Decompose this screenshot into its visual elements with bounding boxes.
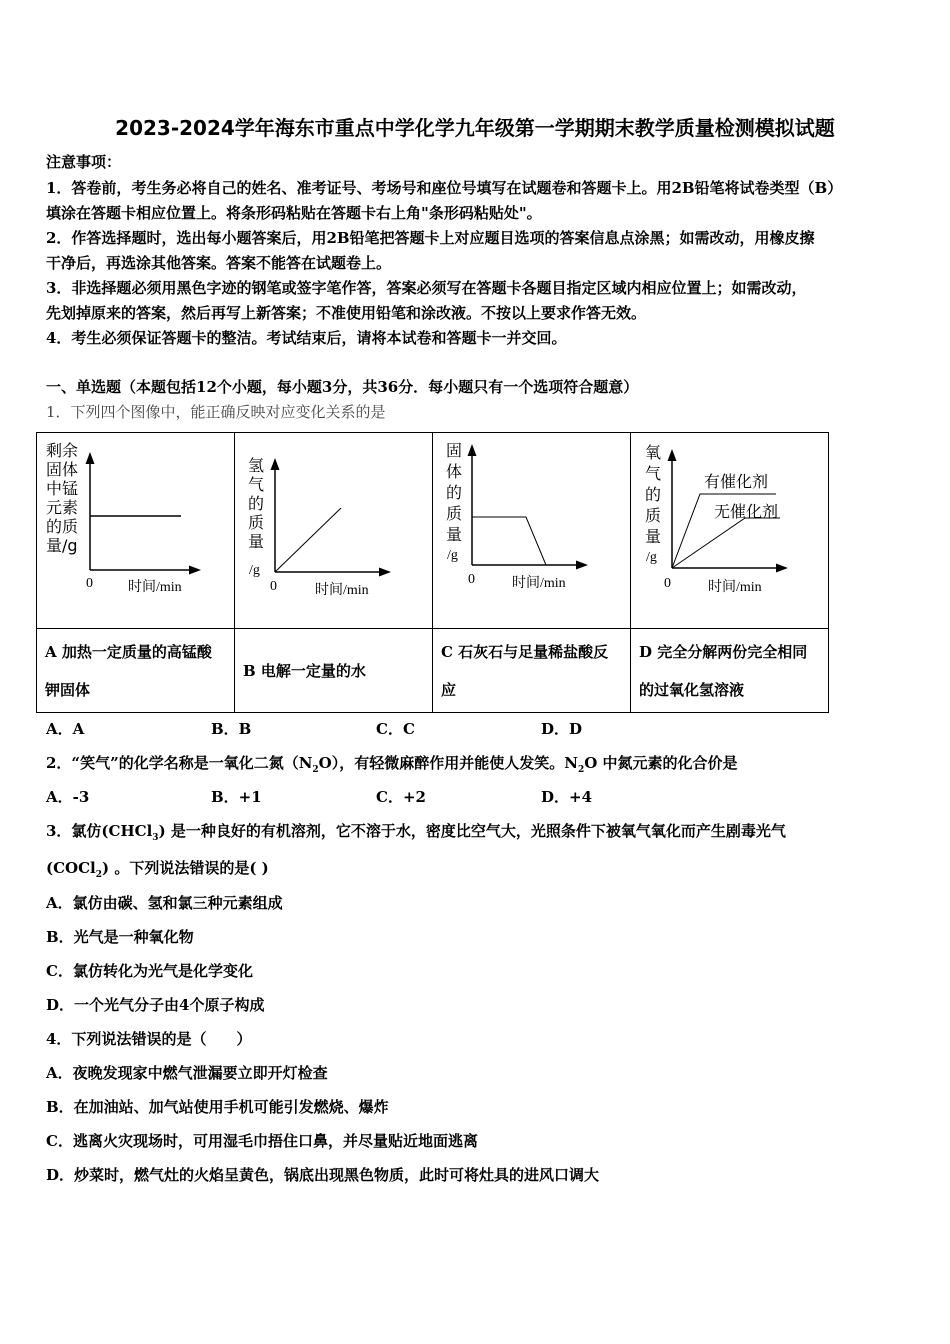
graph-c-caption: C 石灰石与足量稀盐酸反应 — [441, 642, 609, 699]
graph-a-origin: 0 — [86, 576, 93, 591]
graph-d-ylabel: 氧气的质量 — [645, 443, 662, 546]
graph-d-caption: D 完全分解两份完全相同的过氧化氢溶液 — [639, 642, 808, 699]
page-title: 2023-2024学年海东市重点中学化学九年级第一学期期末教学质量检测模拟试题 — [115, 116, 835, 140]
note-line: 4．考生必须保证答题卡的整洁。考试结束后，请将本试卷和答题卡一并交回。 — [46, 329, 567, 347]
q2-option-b[interactable]: B．+1 — [211, 788, 262, 806]
q4-option-d[interactable]: D．炒菜时，燃气灶的火焰呈黄色，锅底出现黑色物质，此时可将灶具的进风口调大 — [46, 1166, 600, 1184]
subscript: 2 — [577, 765, 585, 775]
note-line: 先划掉原来的答案，然后再写上新答案；不准使用铅笔和涂改液。不按以上要求作答无效。 — [46, 304, 647, 322]
graph-c-yunit: /g — [447, 548, 458, 563]
q2-stem-part: 2．“笑气”的化学名称是一氧化二氮（N — [46, 754, 313, 772]
q3-stem-part: ) 。下列说法错误的是( ) — [102, 859, 269, 877]
graph-b-ylabel: 氢气的质量 — [248, 456, 265, 551]
q1-stem: 1．下列四个图像中，能正确反映对应变化关系的是 — [46, 403, 386, 421]
graph-a-ylabel: 剩余固体中锰元素的质量/g — [46, 441, 79, 555]
graph-a-xlabel: 时间/min — [128, 580, 182, 595]
graph-a-caption: A 加热一定质量的高锰酸钾固体 — [45, 642, 212, 699]
graph-d-legend-no-catalyst: 无催化剂 — [714, 502, 779, 521]
graph-d-origin: 0 — [664, 576, 671, 591]
q2-option-a[interactable]: A．-3 — [46, 788, 90, 806]
q2-option-c[interactable]: C．+2 — [376, 788, 426, 806]
note-line: 1．答卷前，考生务必将自己的姓名、准考证号、考场号和座位号填写在试题卷和答题卡上。用2B铅笔将试卷类型（B） — [46, 179, 843, 197]
q3-stem-part: 3．氯仿(CHCl — [46, 822, 153, 840]
subscript: 3 — [152, 833, 159, 843]
notes-heading: 注意事项： — [46, 153, 122, 171]
graph-d-xlabel: 时间/min — [708, 580, 762, 595]
q3-stem-part: (COCl — [46, 859, 96, 877]
section-heading: 一、单选题（本题包括12个小题，每小题3分，共36分．每小题只有一个选项符合题意） — [46, 378, 639, 396]
q3-option-d[interactable]: D．一个光气分子由4个原子构成 — [46, 996, 265, 1014]
graph-d-legend-catalyst: 有催化剂 — [704, 472, 769, 491]
graph-c-ylabel: 固体的质量 — [446, 441, 463, 544]
note-line: 填涂在答题卡相应位置上。将条形码粘贴在答题卡右上角"条形码粘贴处"。 — [46, 204, 542, 222]
note-line: 3．非选择题必须用黑色字迹的钢笔或签字笔作答，答案必须写在答题卡各题目指定区域内相应位置上；如需改动， — [46, 279, 807, 297]
q4-option-c[interactable]: C．逃离火灾现场时，可用湿毛巾捂住口鼻，并尽量贴近地面逃离 — [46, 1132, 478, 1150]
note-line: 干净后，再选涂其他答案。答案不能答在试题卷上。 — [46, 254, 392, 272]
graph-b-xlabel: 时间/min — [315, 583, 369, 598]
graph-b-caption: B 电解一定量的水 — [243, 661, 366, 680]
subscript: 2 — [312, 765, 319, 775]
graph-d-yunit: /g — [646, 550, 657, 565]
subscript: 2 — [95, 870, 103, 880]
q4-stem: 4．下列说法错误的是（ ） — [46, 1030, 252, 1048]
q1-option-b[interactable]: B．B — [211, 720, 252, 738]
q2-stem-part: O），有轻微麻醉作用并能使人发笑。N — [318, 754, 578, 772]
q1-option-a[interactable]: A．A — [46, 720, 85, 738]
q2-stem — [46, 752, 738, 775]
q3-option-c[interactable]: C．氯仿转化为光气是化学变化 — [46, 962, 253, 980]
q3-stem-part: ) 是一种良好的有机溶剂，它不溶于水，密度比空气大，光照条件下被氧气氧化而产生剧毒光气 — [158, 822, 786, 840]
graph-c-xlabel: 时间/min — [512, 576, 566, 591]
q2-stem-part: O 中氮元素的化合价是 — [584, 754, 738, 772]
note-line: 2．作答选择题时，选出每小题答案后，用2B铅笔把答题卡上对应题目选项的答案信息点涂黑；如需改动，用橡皮擦 — [46, 229, 815, 247]
q3-stem-line2 — [46, 857, 269, 880]
graph-c-origin: 0 — [468, 572, 475, 587]
q1-option-d[interactable]: D．D — [541, 720, 583, 738]
q4-option-b[interactable]: B．在加油站、加气站使用手机可能引发燃烧、爆炸 — [46, 1098, 389, 1116]
q3-option-b[interactable]: B．光气是一种氧化物 — [46, 928, 194, 946]
q2-option-d[interactable]: D．+4 — [541, 788, 593, 806]
graph-b-yunit: /g — [249, 563, 260, 578]
q3-stem-line1 — [46, 820, 786, 843]
q3-option-a[interactable]: A．氯仿由碳、氢和氯三种元素组成 — [46, 894, 283, 912]
q4-option-a[interactable]: A．夜晚发现家中燃气泄漏要立即开灯检查 — [46, 1064, 328, 1082]
q1-option-c[interactable]: C．C — [376, 720, 415, 738]
graph-b-origin: 0 — [270, 579, 277, 594]
